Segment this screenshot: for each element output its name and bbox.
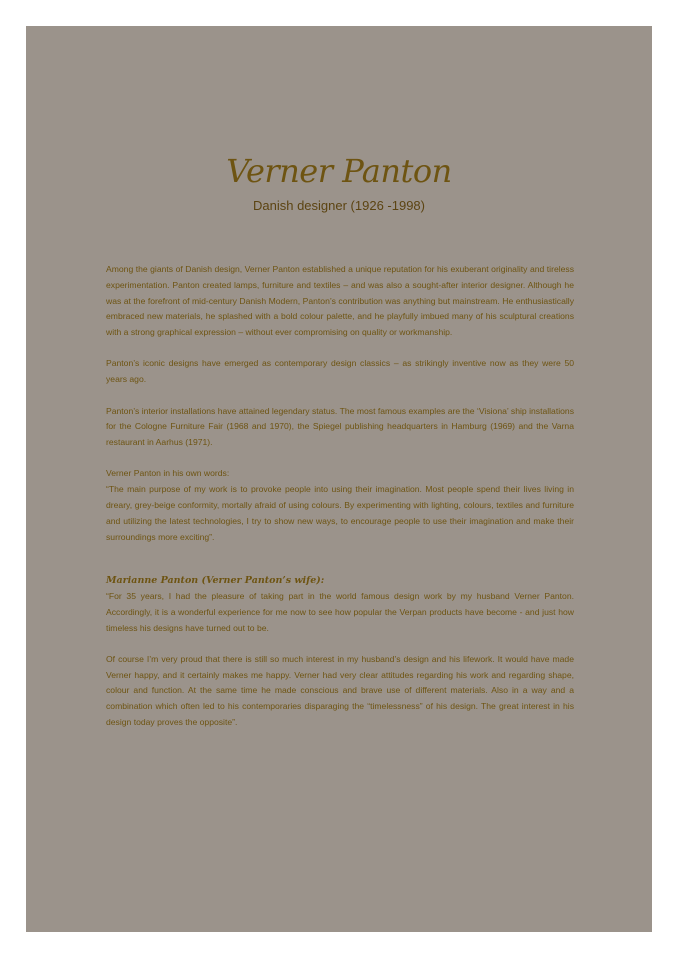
page-subtitle: Danish designer (1926 -1998) bbox=[253, 198, 425, 213]
page-title: Verner Panton bbox=[226, 152, 452, 190]
paragraph-iconic: Panton’s iconic designs have emerged as contemporary design classics – as strikingly inventive now as they were 50 years ago. bbox=[106, 358, 574, 385]
wife-heading: Marianne Panton (Verner Panton’s wife): bbox=[106, 574, 325, 586]
paragraph-own-words-label: Verner Panton in his own words: bbox=[106, 468, 230, 479]
paragraph-wife-2: Of course I’m very proud that there is still so much interest in my husband’s design and his lifework. It would have made Verner happy, and it certainly makes me happy. Verner had very clear attitudes regarding his work and regarding shape, colour and function. At the same time he made conscious and brave use of different materials. Also in a way and a combination which often led to his contemporaries disparaging the “timelessness” of his design. The great interest in his design today proves the opposite”. bbox=[106, 653, 574, 728]
paragraph-intro: Among the giants of Danish design, Verner Panton established a unique reputation for his exuberant originality and tireless experimentation. Panton created lamps, furniture and textiles – and was also a sought-after interior designer. Although he was at the forefront of mid-century Danish Modern, Panton’s contribution was anything but mainstream. He enthusiastically embraced new materials, he splashed with a bold colour palette, and he playfully imbued many of his sculptural creations with a strong graphical expression – without ever compromising on quality or workmanship. bbox=[106, 264, 574, 338]
page-panel bbox=[26, 26, 652, 932]
paragraph-installations: Panton’s interior installations have attained legendary status. The most famous examples are the ‘Visiona’ ship installations for the Cologne Furniture Fair (1968 and 1970), the Spiegel publishing headquarters in Hamburg (1969) and the Varna restaurant in Aarhus (1971). bbox=[106, 405, 574, 448]
section-spacer bbox=[106, 561, 574, 573]
paragraph-quote: “The main purpose of my work is to provoke people into using their imagination. Most people spend their lives living in dreary, grey-beige conformity, mortally afraid of using colours. By experimenting with lighting, colours, textiles and furniture and utilizing the latest technologies, I try to show new ways, to encourage people to use their imagination and make their surroundings more exciting”. bbox=[106, 484, 574, 542]
body-text bbox=[106, 262, 574, 746]
paragraph-wife-1: “For 35 years, I had the pleasure of taking part in the world famous design work by my husband Verner Panton. Accordingly, it is a wonderful experience for me now to see how popular the Verpan products have become - and just how timeless his designs have turned out to be. bbox=[106, 590, 574, 633]
